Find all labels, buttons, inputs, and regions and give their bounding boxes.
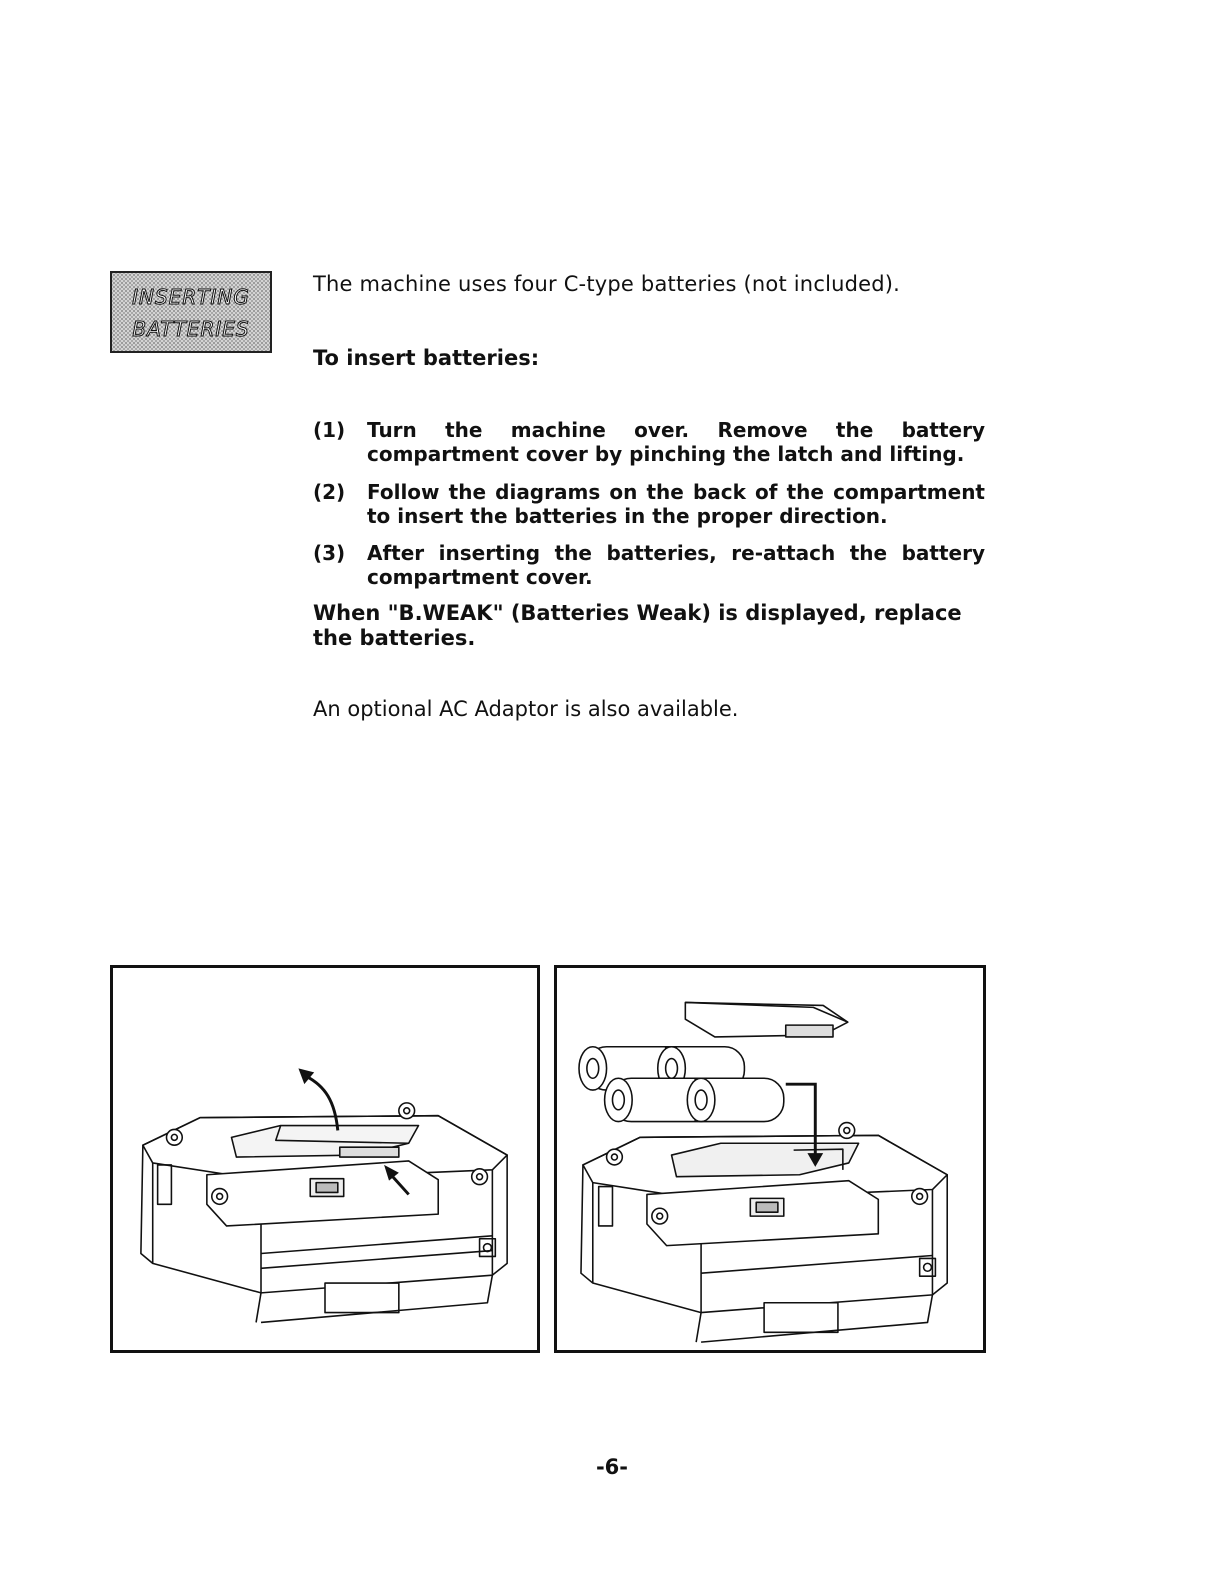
section-tag-line-2: BATTERIES — [132, 317, 250, 341]
step-2 — [313, 480, 985, 528]
step-1 — [313, 418, 985, 466]
intro-text: The machine uses four C-type batteries (not included). — [313, 272, 901, 296]
section-tag — [110, 271, 272, 353]
figure-insert-batteries — [554, 965, 986, 1353]
step-3-text: After inserting the batteries, re-attach the battery compartment cover. — [367, 541, 985, 589]
adaptor-note: An optional AC Adaptor is also available. — [313, 697, 739, 721]
step-1-text: Turn the machine over. Remove the battery compartment cover by pinching the latch and lifting. — [367, 418, 985, 466]
step-2-text: Follow the diagrams on the back of the compartment to insert the batteries in the proper direction. — [367, 480, 985, 528]
step-3 — [313, 541, 985, 589]
step-2-number: (2) — [313, 480, 346, 504]
step-3-number: (3) — [313, 541, 346, 565]
battery-warning: When "B.WEAK" (Batteries Weak) is displayed, replace the batteries. — [313, 601, 962, 650]
page-number: -6- — [595, 1455, 629, 1479]
step-1-number: (1) — [313, 418, 346, 442]
machine-illustration-1 — [113, 968, 537, 1350]
figure-remove-cover — [110, 965, 540, 1353]
section-tag-line-1: INSERTING — [132, 285, 250, 309]
machine-illustration-2 — [557, 968, 983, 1350]
subheading: To insert batteries: — [313, 346, 540, 370]
